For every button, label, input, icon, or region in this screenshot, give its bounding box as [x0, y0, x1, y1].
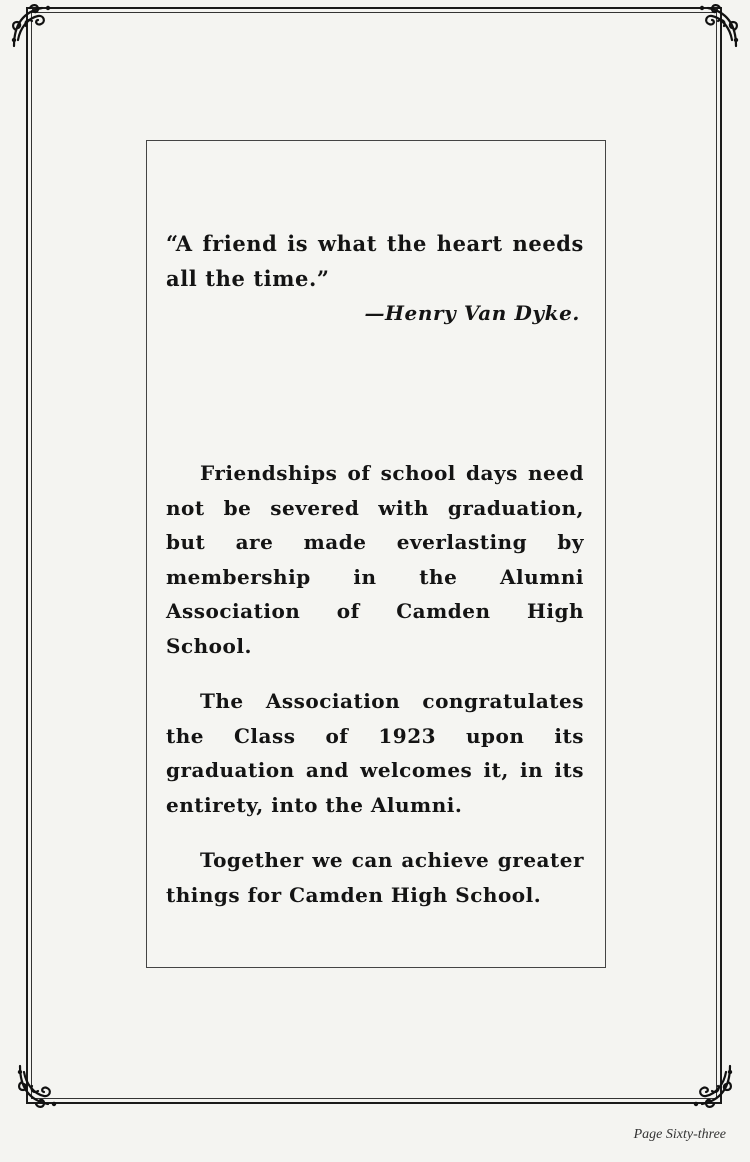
corner-ornament-bottom-left [14, 1060, 66, 1112]
corner-ornament-bottom-right [684, 1060, 736, 1112]
corner-ornament-top-right [690, 0, 742, 52]
corner-ornament-top-left [8, 0, 60, 52]
quote-text: “A friend is what the heart needs all the time.” [166, 231, 584, 291]
paragraph-friendships: Friendships of school days need not be severed with graduation, but are made everlasting by membership in the Alumni Association of Camden High School. [166, 461, 584, 658]
page-number: Page Sixty-three [633, 1127, 726, 1142]
quote-author: —Henry Van Dyke. [364, 301, 580, 325]
paragraph-together: Together we can achieve greater things for Camden High School. [166, 848, 584, 907]
paragraph-congratulations: The Association congratulates the Class of 1923 upon its graduation and welcomes it, in its entirety, into the Alumni. [166, 689, 584, 817]
body-text [166, 456, 584, 933]
quote-block [166, 226, 584, 331]
